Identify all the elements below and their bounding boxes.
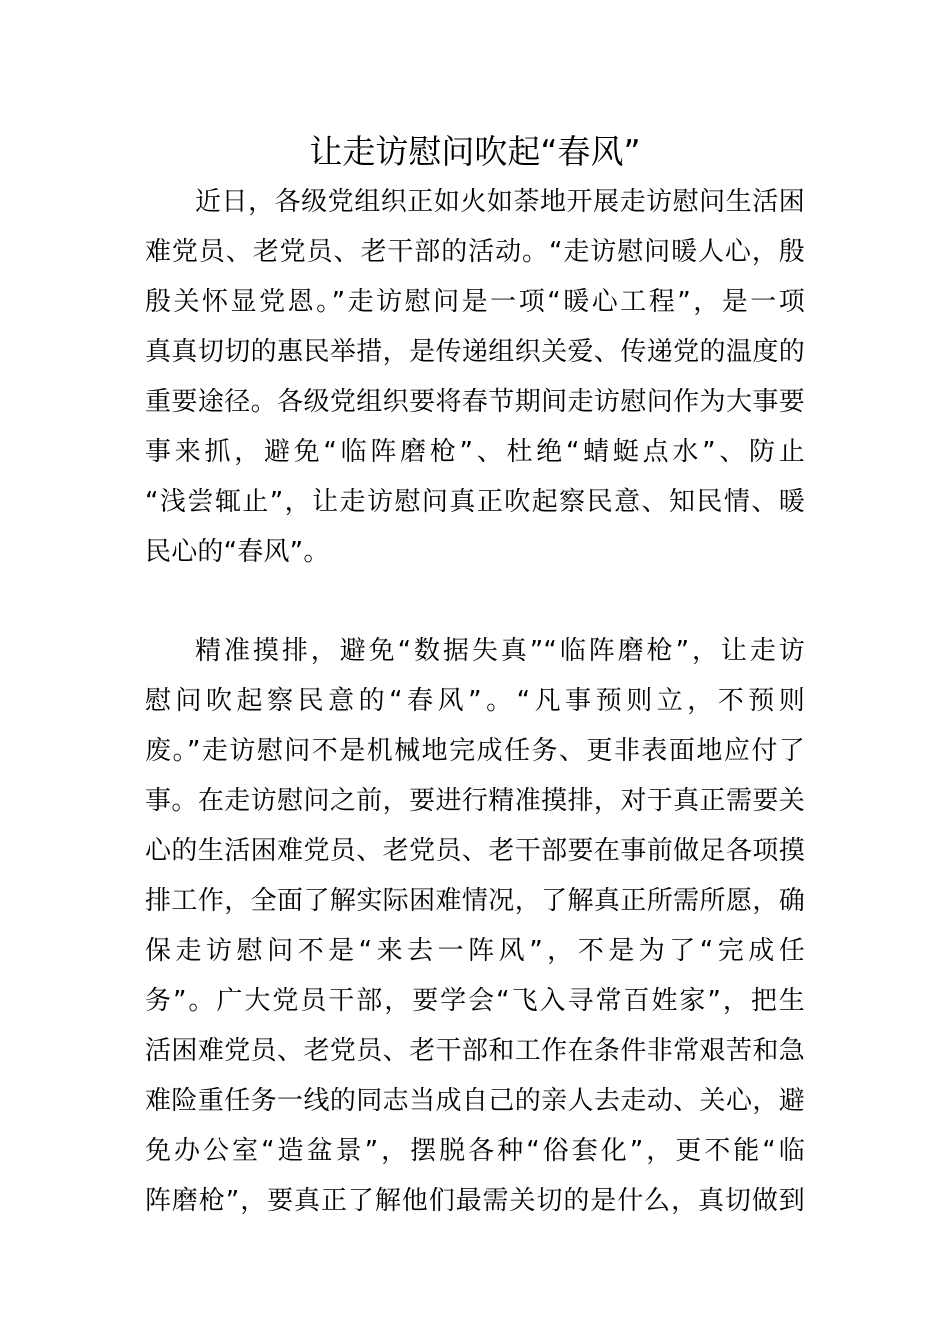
paragraph-2-line-9: 活困难党员、老党员、老干部和工作在条件非常艰苦和急 (145, 1036, 805, 1066)
paragraph-2-line-6: 排工作，全面了解实际困难情况，了解真正所需所愿，确 (145, 886, 805, 916)
paragraph-1-line-1: 近日，各级党组织正如火如荼地开展走访慰问生活困 (195, 187, 805, 217)
document-title: 让走访慰问吹起“春风” (309, 132, 641, 171)
paragraph-2-line-12: 阵磨枪”，要真正了解他们最需关切的是什么，真切做到 (145, 1186, 805, 1216)
paragraph-1-line-5: 重要途径。各级党组织要将春节期间走访慰问作为大事要 (145, 387, 805, 417)
paragraph-1-line-3: 殷关怀显党恩。”走访慰问是一项“暖心工程”，是一项 (145, 287, 805, 317)
paragraph-2-line-2: 慰问吹起察民意的“春风”。“凡事预则立，不预则 (145, 686, 805, 716)
paragraph-2-line-5: 心的生活困难党员、老党员、老干部要在事前做足各项摸 (145, 836, 805, 866)
paragraph-1-line-4: 真真切切的惠民举措，是传递组织关爱、传递党的温度的 (145, 337, 805, 367)
paragraph-2-line-8: 务”。广大党员干部，要学会“飞入寻常百姓家”，把生 (145, 986, 805, 1016)
paragraph-2-line-1: 精准摸排，避免“数据失真”“临阵磨枪”，让走访 (195, 636, 805, 666)
paragraph-2-line-7: 保走访慰问不是“来去一阵风”，不是为了“完成任 (145, 936, 805, 966)
paragraph-2-line-11: 免办公室“造盆景”，摆脱各种“俗套化”，更不能“临 (145, 1136, 805, 1166)
paragraph-1-line-7: “浅尝辄止”，让走访慰问真正吹起察民意、知民情、暖 (145, 487, 805, 517)
paragraph-1-line-6: 事来抓，避免“临阵磨枪”、杜绝“蜻蜓点水”、防止 (145, 437, 805, 467)
paragraph-2-line-10: 难险重任务一线的同志当成自己的亲人去走动、关心，避 (145, 1086, 805, 1116)
paragraph-2-line-3: 废。”走访慰问不是机械地完成任务、更非表面地应付了 (145, 736, 805, 766)
paragraph-2-line-4: 事。在走访慰问之前，要进行精准摸排，对于真正需要关 (145, 786, 805, 816)
paragraph-1-line-8: 民心的“春风”。 (145, 537, 330, 567)
paragraph-1-line-2: 难党员、老党员、老干部的活动。“走访慰问暖人心，殷 (145, 237, 805, 267)
